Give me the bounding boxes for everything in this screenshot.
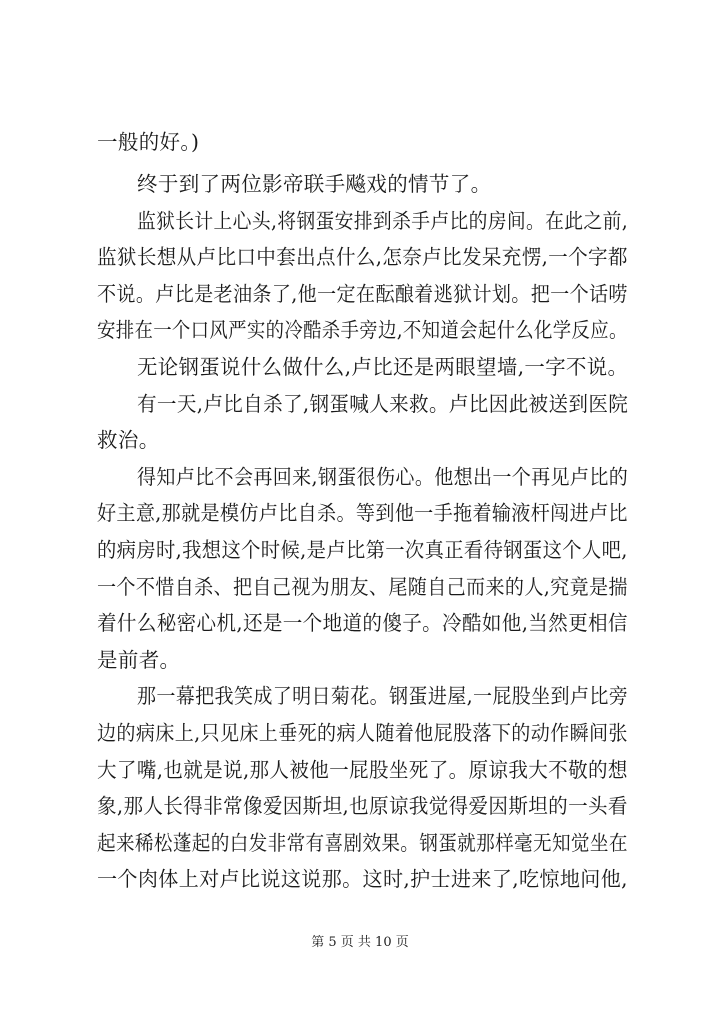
text-line: 边的病床上,只见床上垂死的病人随着他屁股落下的动作瞬间张 bbox=[97, 721, 628, 745]
text-line: 监狱长想从卢比口中套出点什么,怎奈卢比发呆充愣,一个字都 bbox=[97, 245, 628, 269]
page-number-footer: 第 5 页 共 10 页 bbox=[311, 935, 409, 950]
text-line: 得知卢比不会再回来,钢蛋很伤心。他想出一个再见卢比的 bbox=[137, 465, 629, 489]
text-line: 一个肉体上对卢比说这说那。这时,护士进来了,吃惊地问他, bbox=[97, 867, 628, 891]
text-line: 一个不惜自杀、把自己视为朋友、尾随自己而来的人,究竟是揣 bbox=[97, 575, 628, 599]
text-line: 好主意,那就是模仿卢比自杀。等到他一手拖着输液杆闯进卢比 bbox=[97, 501, 628, 525]
text-line: 象,那人长得非常像爱因斯坦,也原谅我觉得爱因斯坦的一头看 bbox=[97, 794, 628, 818]
text-line: 是前者。 bbox=[97, 648, 181, 672]
text-line: 起来稀松蓬起的白发非常有喜剧效果。钢蛋就那样毫无知觉坐在 bbox=[97, 831, 628, 855]
text-line: 一般的好。) bbox=[97, 130, 200, 154]
text-line: 安排在一个口风严实的冷酷杀手旁边,不知道会起什么化学反应。 bbox=[97, 318, 628, 342]
text-line: 着什么秘密心机,还是一个地道的傻子。冷酷如他,当然更相信 bbox=[97, 611, 628, 635]
text-line: 无论钢蛋说什么做什么,卢比还是两眼望墙,一字不说。 bbox=[137, 355, 629, 379]
text-line: 终于到了两位影帝联手飚戏的情节了。 bbox=[137, 172, 492, 196]
text-line: 有一天,卢比自杀了,钢蛋喊人来救。卢比因此被送到医院 bbox=[137, 392, 629, 416]
text-line: 监狱长计上心头,将钢蛋安排到杀手卢比的房间。在此之前, bbox=[137, 209, 629, 233]
text-line: 大了嘴,也就是说,那人被他一屁股坐死了。原谅我大不敬的想 bbox=[97, 758, 628, 782]
text-line: 不说。卢比是老油条了,他一定在酝酿着逃狱计划。把一个话唠 bbox=[97, 282, 628, 306]
text-line: 那一幕把我笑成了明日菊花。钢蛋进屋,一屁股坐到卢比旁 bbox=[137, 684, 629, 708]
text-line: 的病房时,我想这个时候,是卢比第一次真正看待钢蛋这个人吧, bbox=[97, 538, 628, 562]
text-line: 救治。 bbox=[97, 428, 160, 452]
